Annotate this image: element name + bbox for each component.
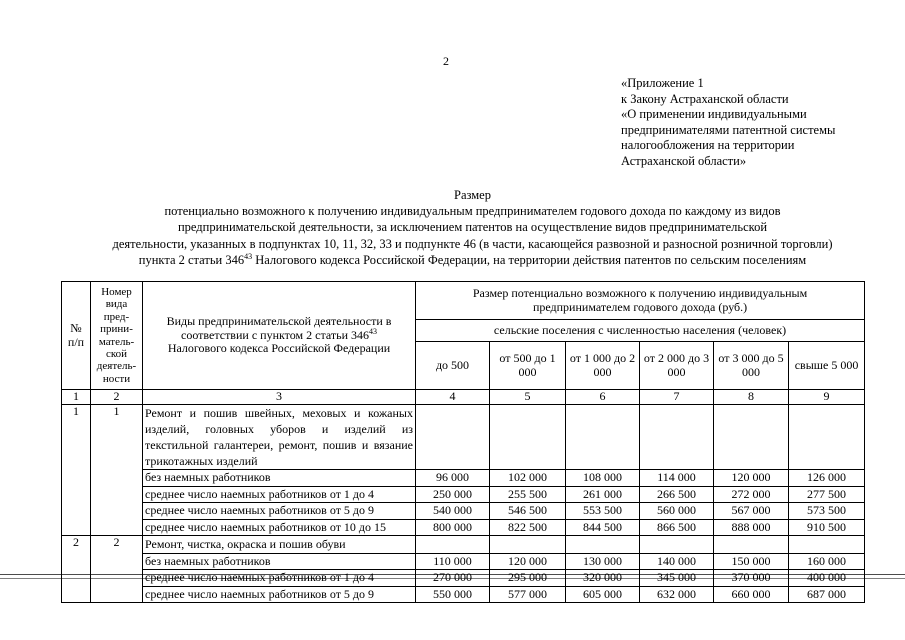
table-row: [62, 404, 865, 470]
table-row: [62, 486, 865, 503]
income-value: 546 500: [490, 503, 566, 520]
income-value: 140 000: [640, 553, 714, 570]
annex-line: налогообложения на территории: [621, 138, 795, 153]
table-row: [62, 536, 865, 553]
row-number: 2: [62, 536, 91, 603]
column-number: 9: [789, 390, 865, 405]
column-number: 6: [566, 390, 640, 405]
income-value: 160 000: [789, 553, 865, 570]
income-value: 800 000: [416, 519, 490, 536]
empty-cell: [416, 404, 490, 470]
income-value: 605 000: [566, 586, 640, 603]
row-type-number: 2: [91, 536, 143, 603]
annex-line: «Приложение 1: [621, 76, 704, 90]
empty-cell: [789, 404, 865, 470]
header-settlements: сельские поселения с численностью населения (человек): [416, 320, 865, 342]
empty-cell: [416, 536, 490, 553]
income-value: 120 000: [714, 470, 789, 487]
income-table: [61, 281, 865, 603]
income-value: 277 500: [789, 486, 865, 503]
table-row: [62, 553, 865, 570]
header-types: [143, 282, 416, 390]
income-value: 96 000: [416, 470, 490, 487]
table-row: [62, 586, 865, 603]
activity-title: Ремонт и пошив швейных, меховых и кожаных изделий, головных уборов и изделий из текстильной галантереи, ремонт, пошив и вязание трикотажных изделий: [143, 404, 416, 470]
income-value: 108 000: [566, 470, 640, 487]
column-number: 2: [91, 390, 143, 405]
heading-line: [80, 252, 865, 268]
column-number: 5: [490, 390, 566, 405]
empty-cell: [490, 404, 566, 470]
heading-line: предпринимательской деятельности, за исключением патентов на осуществление видов предпринимательской: [177, 220, 768, 235]
empty-cell: [640, 536, 714, 553]
income-value: 577 000: [490, 586, 566, 603]
scan-line: [0, 574, 905, 575]
empty-cell: [566, 536, 640, 553]
empty-cell: [566, 404, 640, 470]
empty-cell: [640, 404, 714, 470]
annex-header: [621, 76, 835, 170]
column-number: 8: [714, 390, 789, 405]
row-number: 1: [62, 404, 91, 536]
scan-line: [0, 578, 905, 579]
heading-title: Размер: [454, 188, 491, 202]
header-types-text: Виды предпринимательской деятельности в соответствии с пунктом 2 статьи 346: [166, 314, 392, 342]
row-label: среднее число наемных работников от 5 до 9: [143, 586, 416, 603]
income-value: 250 000: [416, 486, 490, 503]
row-type-number: 1: [91, 404, 143, 536]
heading-text: Налогового кодекса Российской Федерации, на территории действия патентов по сельским поселениям: [252, 252, 807, 267]
page-number: 2: [443, 54, 449, 68]
header-size: Размер потенциально возможного к получению индивидуальным предпринимателем годового дохода (руб.): [416, 282, 865, 320]
income-value: 266 500: [640, 486, 714, 503]
income-value: 102 000: [490, 470, 566, 487]
income-value: 660 000: [714, 586, 789, 603]
income-value: 910 500: [789, 519, 865, 536]
annex-line: предпринимателями патентной системы: [621, 122, 836, 137]
income-value: 550 000: [416, 586, 490, 603]
header-range: от 1 000 до 2 000: [566, 342, 640, 390]
column-number: 7: [640, 390, 714, 405]
income-value: 120 000: [490, 553, 566, 570]
row-label: среднее число наемных работников от 5 до 9: [143, 503, 416, 520]
income-value: 150 000: [714, 553, 789, 570]
income-value: 632 000: [640, 586, 714, 603]
annex-line: к Закону Астраханской области: [621, 91, 789, 106]
table-row: [62, 503, 865, 520]
empty-cell: [714, 404, 789, 470]
header-types-sup: 43: [368, 326, 377, 336]
table-row: [62, 470, 865, 487]
income-value: 130 000: [566, 553, 640, 570]
income-value: 272 000: [714, 486, 789, 503]
header-range: свыше 5 000: [789, 342, 865, 390]
income-value: 687 000: [789, 586, 865, 603]
column-number: 4: [416, 390, 490, 405]
annex-line: Астраханской области»: [621, 153, 747, 168]
empty-cell: [490, 536, 566, 553]
header-range: от 3 000 до 5 000: [714, 342, 789, 390]
row-label: без наемных работников: [143, 553, 416, 570]
income-value: 560 000: [640, 503, 714, 520]
heading-line: потенциально возможного к получению индивидуальным предпринимателем годового дохода по каждому из видов: [164, 204, 781, 219]
heading-text: пункта 2 статьи 346: [138, 252, 245, 267]
document-heading: [80, 187, 865, 268]
column-number: 3: [143, 390, 416, 405]
header-type-no: Номер вида пред-прини-матель-ской деятель-ности: [91, 282, 143, 390]
income-value: 822 500: [490, 519, 566, 536]
income-value: 844 500: [566, 519, 640, 536]
income-value: 540 000: [416, 503, 490, 520]
income-value: 126 000: [789, 470, 865, 487]
column-number: 1: [62, 390, 91, 405]
row-label: без наемных работников: [143, 470, 416, 487]
income-value: 114 000: [640, 470, 714, 487]
header-range: до 500: [416, 342, 490, 390]
header-range: от 2 000 до 3 000: [640, 342, 714, 390]
row-label: среднее число наемных работников от 10 до 15: [143, 519, 416, 536]
income-value: 567 000: [714, 503, 789, 520]
income-value: 888 000: [714, 519, 789, 536]
row-label: среднее число наемных работников от 1 до 4: [143, 486, 416, 503]
income-value: 255 500: [490, 486, 566, 503]
activity-title: Ремонт, чистка, окраска и пошив обуви: [143, 536, 416, 553]
empty-cell: [714, 536, 789, 553]
income-value: 261 000: [566, 486, 640, 503]
header-types-text: Налогового кодекса Российской Федерации: [167, 341, 391, 356]
table-row: [62, 519, 865, 536]
income-value: 553 500: [566, 503, 640, 520]
annex-line: «О применении индивидуальными: [621, 107, 807, 122]
header-range: от 500 до 1 000: [490, 342, 566, 390]
header-no: № п/п: [62, 282, 91, 390]
heading-line: деятельности, указанных в подпунктах 10, 11, 32, 33 и подпункте 46 (в части, касающейся развозной и разносной розничной торговли): [112, 236, 833, 251]
income-value: 110 000: [416, 553, 490, 570]
empty-cell: [789, 536, 865, 553]
income-value: 573 500: [789, 503, 865, 520]
income-value: 866 500: [640, 519, 714, 536]
heading-sup: 43: [244, 251, 253, 261]
